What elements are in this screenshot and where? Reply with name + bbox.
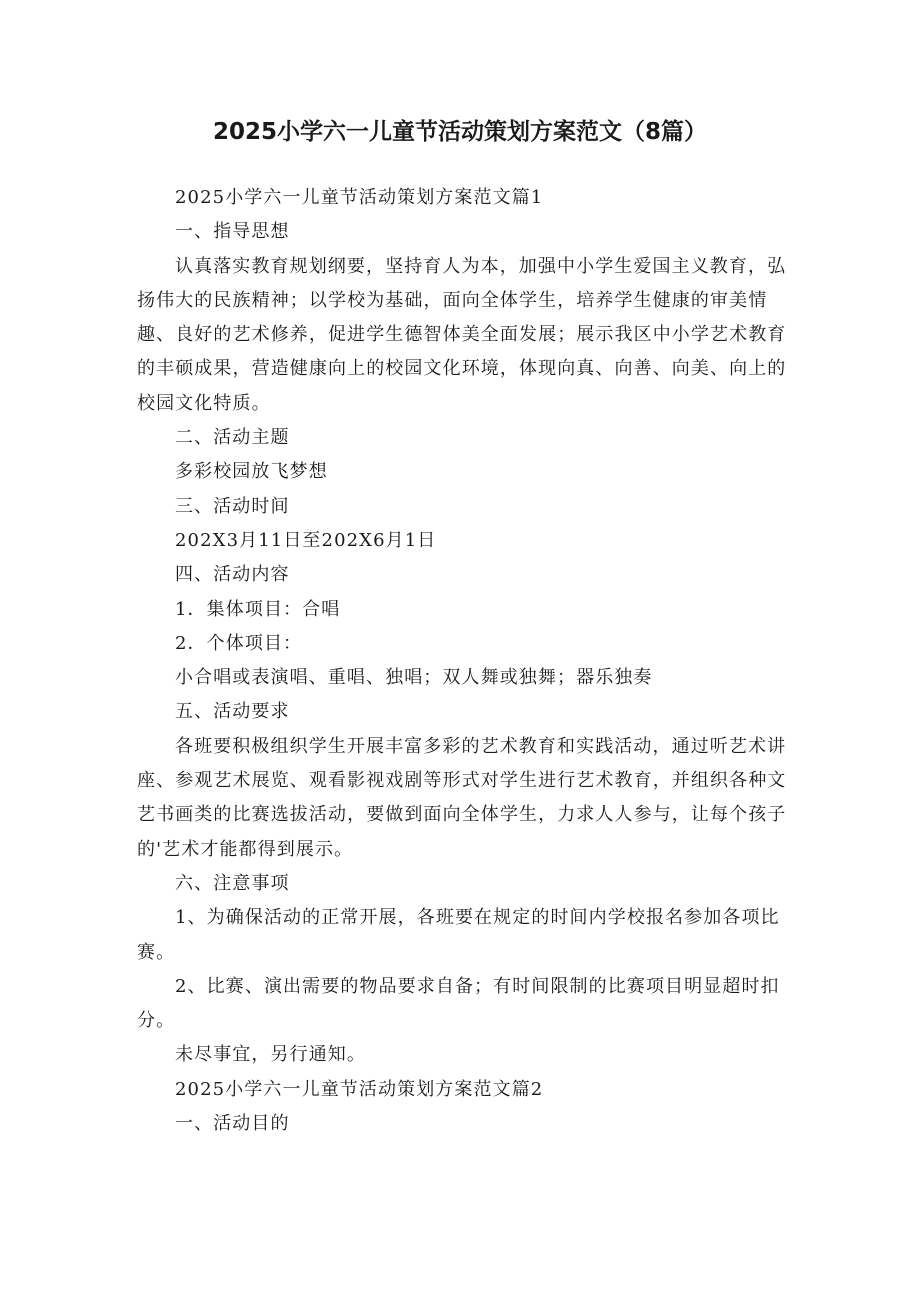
note-2: 2、比赛、演出需要的物品要求自备；有时间限制的比赛项目明显超时扣分。 bbox=[137, 975, 780, 1032]
objective-heading: 一、活动目的 bbox=[175, 1113, 290, 1135]
requirements-paragraph: 各班要积极组织学生开展丰富多彩的艺术教育和实践活动，通过听艺术讲座、参观艺术展览、观看影视戏剧等形式对学生进行艺术教育，并组织各种文艺书画类的比赛选拔活动，要做到面向全体学生，力求人人参与，让每个孩子的'艺术才能都得到展示。 bbox=[137, 735, 787, 860]
section1-heading: 2025小学六一儿童节活动策划方案范文篇1 bbox=[175, 187, 544, 208]
content-item-2: 2．个体项目： bbox=[175, 632, 303, 654]
content-item-1: 1．集体项目：合唱 bbox=[175, 598, 341, 620]
note-1: 1、为确保活动的正常开展，各班要在规定的时间内学校报名参加各项比赛。 bbox=[137, 907, 780, 963]
theme-text: 多彩校园放飞梦想 bbox=[175, 461, 328, 483]
guiding-heading: 一、指导思想 bbox=[175, 221, 290, 243]
document-title: 2025小学六一儿童节活动策划方案范文（8篇） bbox=[212, 119, 708, 145]
requirements-heading: 五、活动要求 bbox=[175, 701, 290, 723]
content-heading: 四、活动内容 bbox=[175, 564, 290, 586]
time-heading: 三、活动时间 bbox=[175, 495, 290, 517]
document-body bbox=[137, 181, 791, 1141]
guiding-paragraph: 认真落实教育规划纲要，坚持育人为本，加强中小学生爱国主义教育，弘扬伟大的民族精神；以学校为基础，面向全体学生，培养学生健康的审美情趣、良好的艺术修养，促进学生德智体美全面发展；展示我区中小学艺术教育的丰硕成果，营造健康向上的校园文化环境，体现向真、向善、向美、向上的校园文化特质。 bbox=[137, 255, 787, 414]
closing-text: 未尽事宜，另行通知。 bbox=[175, 1044, 366, 1066]
time-text: 202X3月11日至202X6月1日 bbox=[175, 529, 437, 551]
content-item-2-detail: 小合唱或表演唱、重唱、独唱；双人舞或独舞；器乐独奏 bbox=[175, 667, 653, 689]
notes-heading: 六、注意事项 bbox=[175, 872, 290, 894]
section2-heading: 2025小学六一儿童节活动策划方案范文篇2 bbox=[175, 1078, 544, 1100]
theme-heading: 二、活动主题 bbox=[175, 427, 290, 449]
